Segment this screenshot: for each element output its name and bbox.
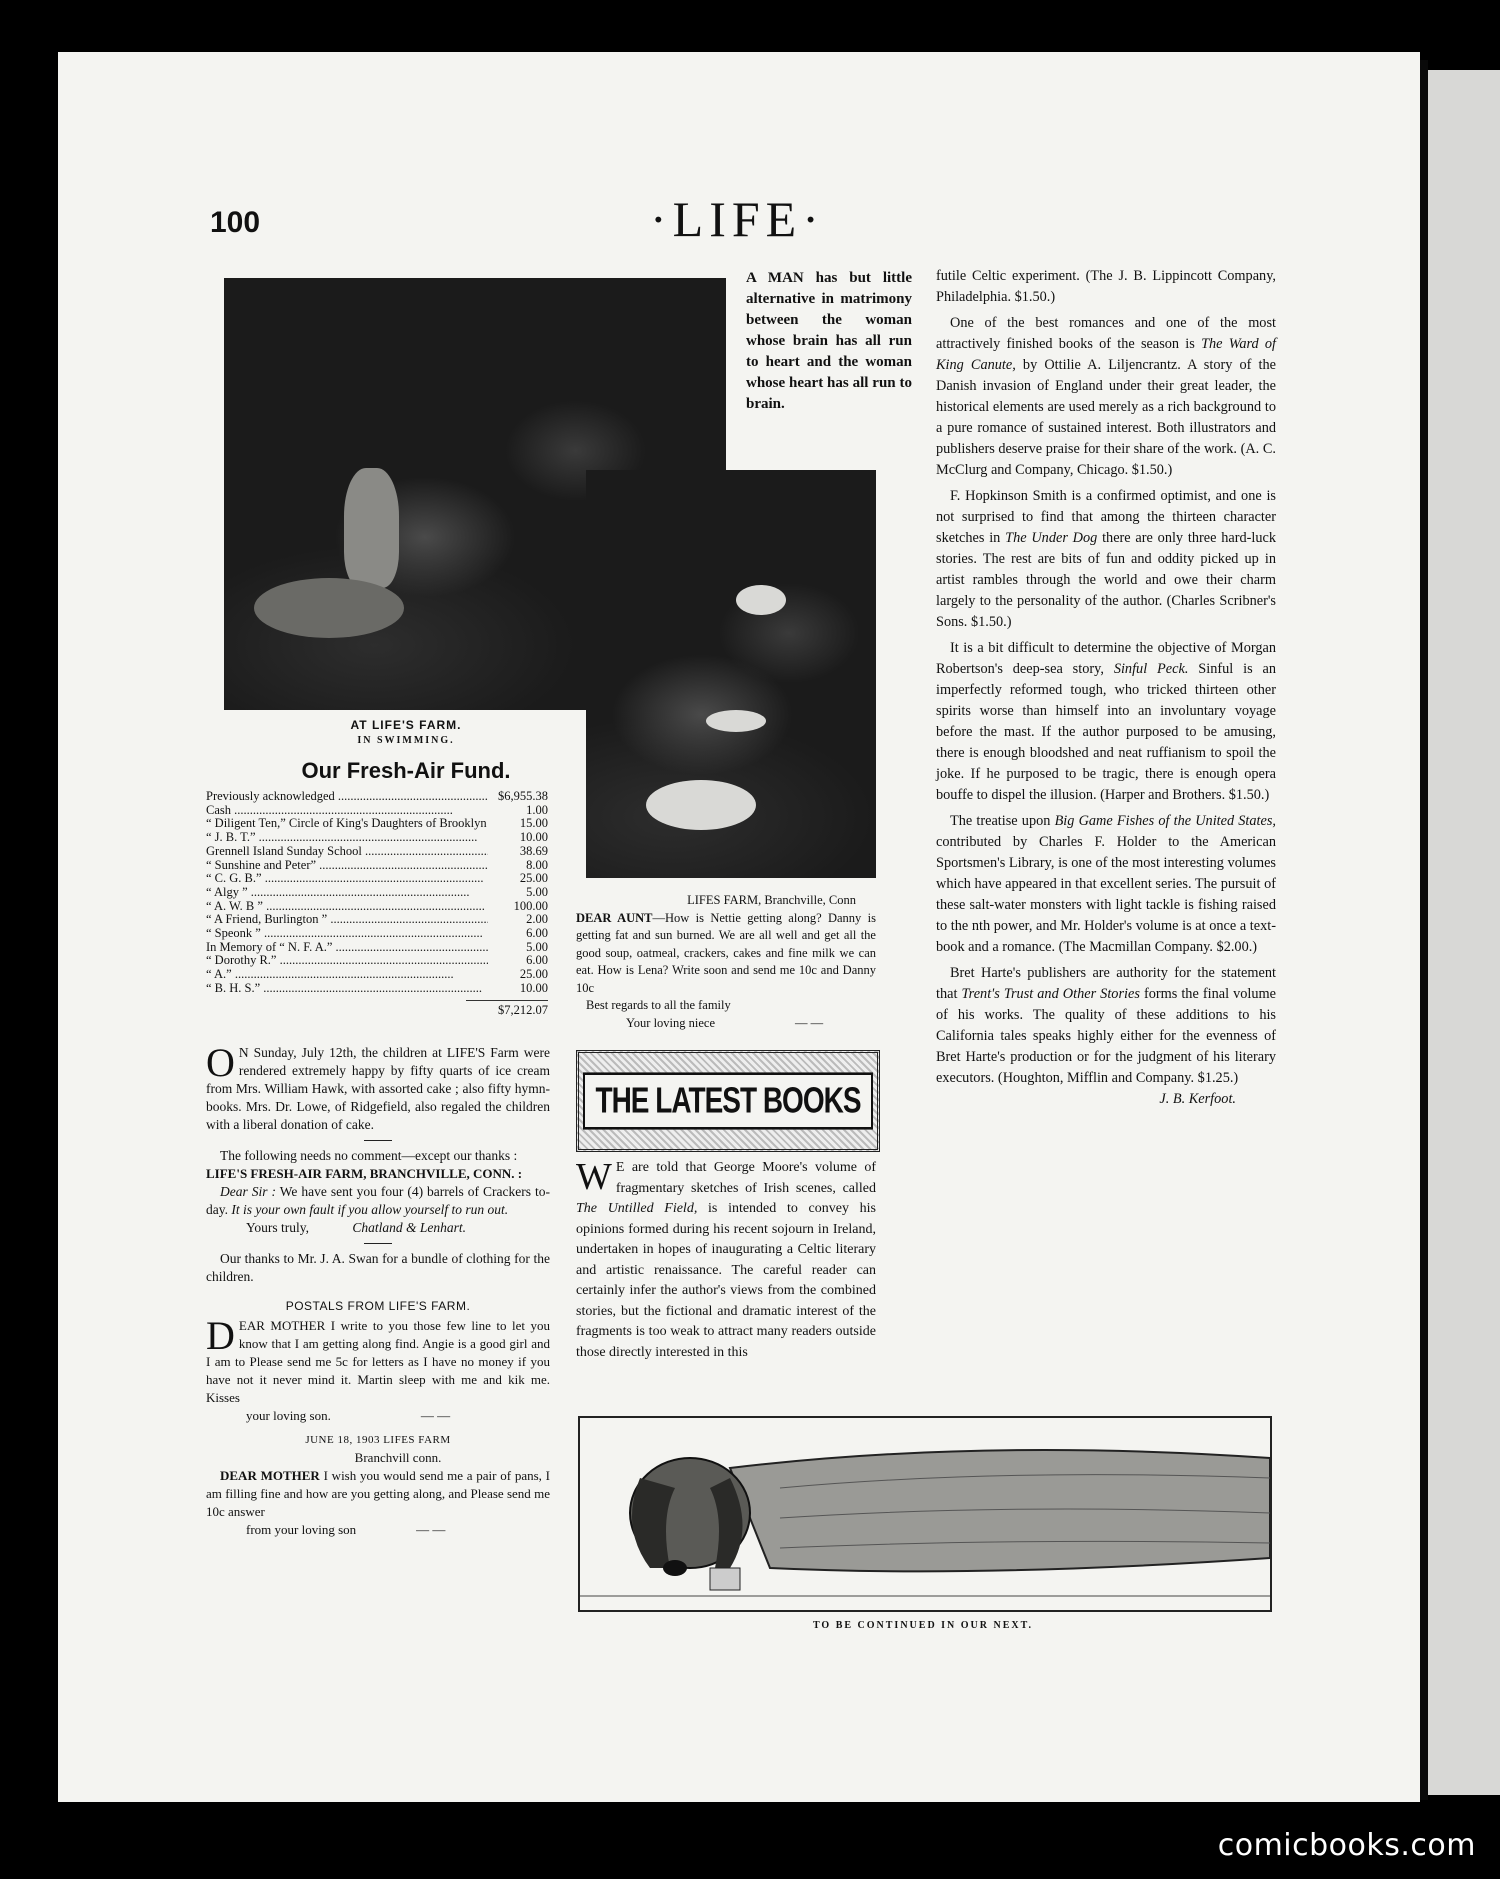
separator bbox=[364, 1140, 392, 1141]
left-column bbox=[206, 1040, 551, 1539]
under-dog-title: The Under Dog bbox=[1005, 530, 1098, 546]
fund-row-label: “ A. W. B ” ..... bbox=[206, 900, 488, 914]
fund-row-amount: 2.00 bbox=[488, 913, 548, 927]
aunt-postal bbox=[576, 892, 876, 1032]
review-canute bbox=[936, 313, 1276, 481]
fund-row bbox=[206, 954, 548, 968]
photo-subcaption: IN SWIMMING. bbox=[357, 735, 455, 746]
masthead: ·LIFE· bbox=[650, 191, 825, 247]
review-under-dog bbox=[936, 486, 1276, 633]
postal2-salute: DEAR MOTHER bbox=[220, 1468, 320, 1483]
sinful-peck-title: Sinful Peck. bbox=[1113, 661, 1189, 677]
book-spine bbox=[1420, 60, 1428, 1800]
bret-harte-text-a: Bret Harte's publishers are authority for the statement that bbox=[936, 965, 1276, 1002]
photo-rock bbox=[254, 578, 404, 638]
letter-italic: It is your own fault if you allow yourself to run out. bbox=[231, 1202, 509, 1217]
photo-caption: AT LIFE'S FARM. bbox=[350, 718, 462, 732]
fund-row-amount: 5.00 bbox=[488, 886, 548, 900]
fund-row-amount: 10.00 bbox=[488, 831, 548, 845]
postals-title: POSTALS FROM LIFE'S FARM. bbox=[285, 1299, 471, 1313]
big-game-text-b: contributed by Charles F. Holder to the American Sportsmen's Library, is one of the most interesting volumes which have appeared in that excellent series. The pursuit of these salt-water monsters with light tackle is fishing raised to the nth power, and Mr. Holder's volume is at once a text-book and a romance. (The Macmillan Company. $2.00.) bbox=[936, 834, 1276, 955]
fund-row-amount: 100.00 bbox=[488, 900, 548, 914]
fund-title: Our Fresh-Air Fund. bbox=[301, 758, 511, 783]
postal2-text: I wish you would send me a pair of pans, I am filling fine and how are you getting along, and Please send me 10c answer bbox=[206, 1468, 551, 1519]
right-column bbox=[936, 266, 1276, 1110]
fund-row-amount: 6.00 bbox=[488, 954, 548, 968]
moore-title: The Untilled Field, bbox=[576, 1201, 698, 1216]
following-paragraph: The following needs no comment—except our thanks : bbox=[220, 1148, 518, 1163]
letter-close: Yours truly, bbox=[246, 1220, 310, 1235]
photo-rock bbox=[736, 585, 786, 615]
fund-row bbox=[206, 859, 548, 873]
aunt-text: —How is Nettie getting along? Danny is getting fat and sun burned. We are all well and get all the good soup, oatmeal, crackers, cakes and fine milk we can eat. How is Lena? Write soon and send me 10c and Danny 10c bbox=[576, 910, 876, 995]
aunt-sign: Your loving niece bbox=[626, 1015, 716, 1030]
continued-notice: TO BE CONTINUED IN OUR NEXT. bbox=[812, 1620, 1034, 1631]
photo-figure bbox=[344, 468, 399, 588]
sinful-peck-text-b: Sinful is an imperfectly reformed tough, who tricked thirteen other spirits worse than himself into an involuntary voyage before the mast. If the author purposed to be amusing, there is enough bloodshed and neat ruffianism to spoil the joke. If he purposed to be tragic, there is enough opera bouffe to dispel the illusion. (Harper and Brothers. $1.50.) bbox=[936, 661, 1277, 803]
letter-closing bbox=[206, 1219, 550, 1237]
review-big-game bbox=[936, 811, 1276, 958]
moore-text-2: is intended to convey his opinions formed during his recent sojourn in Ireland, undertaken in hopes of inaugurating a Celtic literary and artistic renaissance. The careful reader can certainly infer the author's views from the combined stories, but the fictional and dramatic interest of the fragments is too weak to attract many readers outside those directly interested in this bbox=[576, 1201, 877, 1360]
latest-books-heading: THE LATEST BOOKS bbox=[583, 1072, 872, 1129]
fund-row-label: Cash ..... bbox=[206, 804, 488, 818]
fund-row-label: “ A.” ..... bbox=[206, 968, 488, 982]
fund-row-label: “ B. H. S.” ..... bbox=[206, 982, 488, 996]
bret-harte-text-b: forms the final volume of his works. The quality of these additions to his California tales speaks highly either for the evenness of Bret Harte's production or for the judgment of his literary executors. (Houghton, Mifflin and Company. $1.25.) bbox=[936, 986, 1276, 1086]
separator bbox=[364, 1243, 392, 1244]
fund-row-amount: 15.00 bbox=[488, 817, 548, 831]
photo-rock bbox=[646, 780, 756, 830]
dropcap: D bbox=[206, 1313, 235, 1358]
moore-paragraph bbox=[576, 1158, 876, 1363]
fund-table bbox=[206, 790, 548, 1018]
fund-row-label: “ C. G. B.” ..... bbox=[206, 872, 488, 886]
postal2-signoff: from your loving son — — bbox=[246, 1522, 446, 1537]
fund-row-amount: 8.00 bbox=[488, 859, 548, 873]
aunt-body bbox=[576, 910, 876, 998]
latest-books-banner bbox=[576, 1050, 880, 1152]
fund-row-amount: 6.00 bbox=[488, 927, 548, 941]
swimming-photo-lower bbox=[586, 470, 876, 878]
letter-body-text: We have sent you four (4) barrels of Crackers to-day. bbox=[206, 1184, 550, 1217]
aunt-regards: Best regards to all the family bbox=[586, 998, 731, 1012]
fund-row bbox=[206, 982, 548, 996]
postal2-place: Branchvill conn. bbox=[354, 1450, 442, 1465]
big-game-text-a: The treatise upon bbox=[950, 813, 1051, 829]
bret-harte-title: Trent's Trust and Other Stories bbox=[961, 986, 1140, 1002]
fund-row-label: “ A Friend, Burlington ” ..... bbox=[206, 913, 488, 927]
reviewer-signature: J. B. Kerfoot. bbox=[1159, 1091, 1236, 1107]
fund-row-amount: 38.69 bbox=[488, 845, 548, 859]
big-game-title: Big Game Fishes of the United States, bbox=[1054, 813, 1277, 829]
canute-title: The Ward of King Canute, bbox=[936, 336, 1276, 373]
fund-row-amount: 25.00 bbox=[488, 872, 548, 886]
fund-row-amount: 10.00 bbox=[488, 982, 548, 996]
fund-row-label: “ J. B. T.” ..... bbox=[206, 831, 488, 845]
fund-total: $7,212.07 bbox=[466, 1000, 548, 1018]
fund-row-amount: 25.00 bbox=[488, 968, 548, 982]
aunt-place: LIFES FARM, Branchville, Conn bbox=[687, 893, 856, 907]
letter-signature: Chatland & Lenhart. bbox=[352, 1220, 467, 1235]
review-lippincott: futile Celtic experiment. (The J. B. Lippincott Company, Philadelphia. $1.50.) bbox=[936, 268, 1276, 305]
review-bret-harte bbox=[936, 963, 1276, 1089]
fund-row-label: “ Sunshine and Peter” ..... bbox=[206, 859, 488, 873]
fund-row bbox=[206, 941, 548, 955]
moore-review bbox=[576, 1158, 876, 1363]
letter-head: LIFE'S FRESH-AIR FARM, BRANCHVILLE, CONN. : bbox=[206, 1166, 523, 1181]
fund-row-amount: 5.00 bbox=[488, 941, 548, 955]
postal1-sign: your loving son. bbox=[246, 1408, 331, 1423]
aunt-salute: DEAR AUNT bbox=[576, 910, 653, 925]
fund-row-label: “ Algy ” ..... bbox=[206, 886, 488, 900]
fund-row-label: In Memory of “ N. F. A.” ..... bbox=[206, 941, 488, 955]
postal2-date: JUNE 18, 1903 LIFES FARM bbox=[305, 1434, 451, 1446]
fund-row bbox=[206, 886, 548, 900]
matrimony-quote: A MAN has but little alternative in matrimony between the woman whose brain has all run to heart and the woman whose heart has all run to brain. bbox=[746, 270, 912, 412]
fund-row bbox=[206, 927, 548, 941]
fund-row-label: Previously acknowledged ..... bbox=[206, 790, 488, 804]
fund-row bbox=[206, 804, 548, 818]
review-sinful-peck bbox=[936, 638, 1276, 806]
fund-rows bbox=[206, 790, 548, 996]
sunday-paragraph bbox=[206, 1040, 550, 1134]
thanks-paragraph: Our thanks to Mr. J. A. Swan for a bundle of clothing for the children. bbox=[206, 1251, 550, 1284]
fund-row-amount: $6,955.38 bbox=[488, 790, 548, 804]
dachshund-illustration bbox=[578, 1416, 1272, 1612]
letter-body bbox=[206, 1183, 550, 1219]
postal-mother-2 bbox=[206, 1467, 550, 1521]
dropcap: W bbox=[576, 1156, 612, 1198]
fund-row-label: “ Diligent Ten,” Circle of King's Daughters of Brooklyn ..... bbox=[206, 817, 488, 831]
dropcap: O bbox=[206, 1040, 235, 1085]
fund-row bbox=[206, 913, 548, 927]
postal-mother-1 bbox=[206, 1313, 550, 1407]
page-number: 100 bbox=[210, 206, 261, 239]
letter-salutation: Dear Sir : bbox=[220, 1184, 276, 1199]
sinful-peck-text-a: It is a bit difficult to determine the objective of Morgan Robertson's deep-sea story, bbox=[936, 640, 1276, 677]
fund-row-amount: 1.00 bbox=[488, 804, 548, 818]
fund-row-label: “ Speonk ” ..... bbox=[206, 927, 488, 941]
fund-row bbox=[206, 845, 548, 859]
fund-row bbox=[206, 872, 548, 886]
aunt-signoff: Your loving niece — — bbox=[626, 1015, 824, 1030]
fund-row-label: “ Dorothy R.” ..... bbox=[206, 954, 488, 968]
photo-rock bbox=[706, 710, 766, 732]
postal2-sign: from your loving son bbox=[246, 1522, 357, 1537]
sunday-text: N Sunday, July 12th, the children at LIFE'S Farm were rendered extremely happy by fifty quarts of ice cream from Mrs. William Hawk, with assorted cake ; also fifty hymn-books. Mrs. Dr. Lowe, of Ridgefield, also regaled the children with a liberal donation of cake. bbox=[206, 1045, 550, 1132]
fund-row bbox=[206, 790, 548, 804]
fund-row bbox=[206, 968, 548, 982]
moore-text-1: E are told that George Moore's volume of fragmentary sketches of Irish scenes, called bbox=[615, 1160, 876, 1196]
under-dog-text-b: there are only three hard-luck stories. The rest are bits of fun and oddity picked up in artist rambles through the world and owe their charm largely to the personality of the author. (Charles Scribner's Sons. $1.50.) bbox=[936, 530, 1276, 630]
fund-row-label: Grennell Island Sunday School ..... bbox=[206, 845, 488, 859]
adjacent-page-edge bbox=[1428, 70, 1500, 1795]
postal1-signoff: your loving son. — — bbox=[246, 1408, 451, 1423]
site-watermark: comicbooks.com bbox=[1217, 1828, 1476, 1863]
postal1-text: EAR MOTHER I write to you those few line to let you know that I am getting along find. Angie is a good girl and I am to Please send me 5c for letters as I have no money if you have not it never mind it. Martin sleep with me and kik me. Kisses bbox=[206, 1318, 550, 1405]
canute-text-b: by Ottilie A. Liljencrantz. A story of the Danish invasion of England under their great leader, the historical elements are used merely as a rich background to a pure romance of sustained interest. Both illustrators and publishers deserve praise for their share of the work. (A. C. McClurg and Company, Chicago. $1.50.) bbox=[936, 357, 1276, 478]
under-dog-text-a: F. Hopkinson Smith is a confirmed optimist, and one is not surprised to find that among the thirteen character sketches in bbox=[936, 488, 1276, 546]
fund-row bbox=[206, 831, 548, 845]
fund-row bbox=[206, 900, 548, 914]
fund-row bbox=[206, 817, 548, 831]
canute-text-a: One of the best romances and one of the most attractively finished books of the season is bbox=[936, 315, 1276, 352]
dachshund-drawing bbox=[580, 1418, 1270, 1610]
